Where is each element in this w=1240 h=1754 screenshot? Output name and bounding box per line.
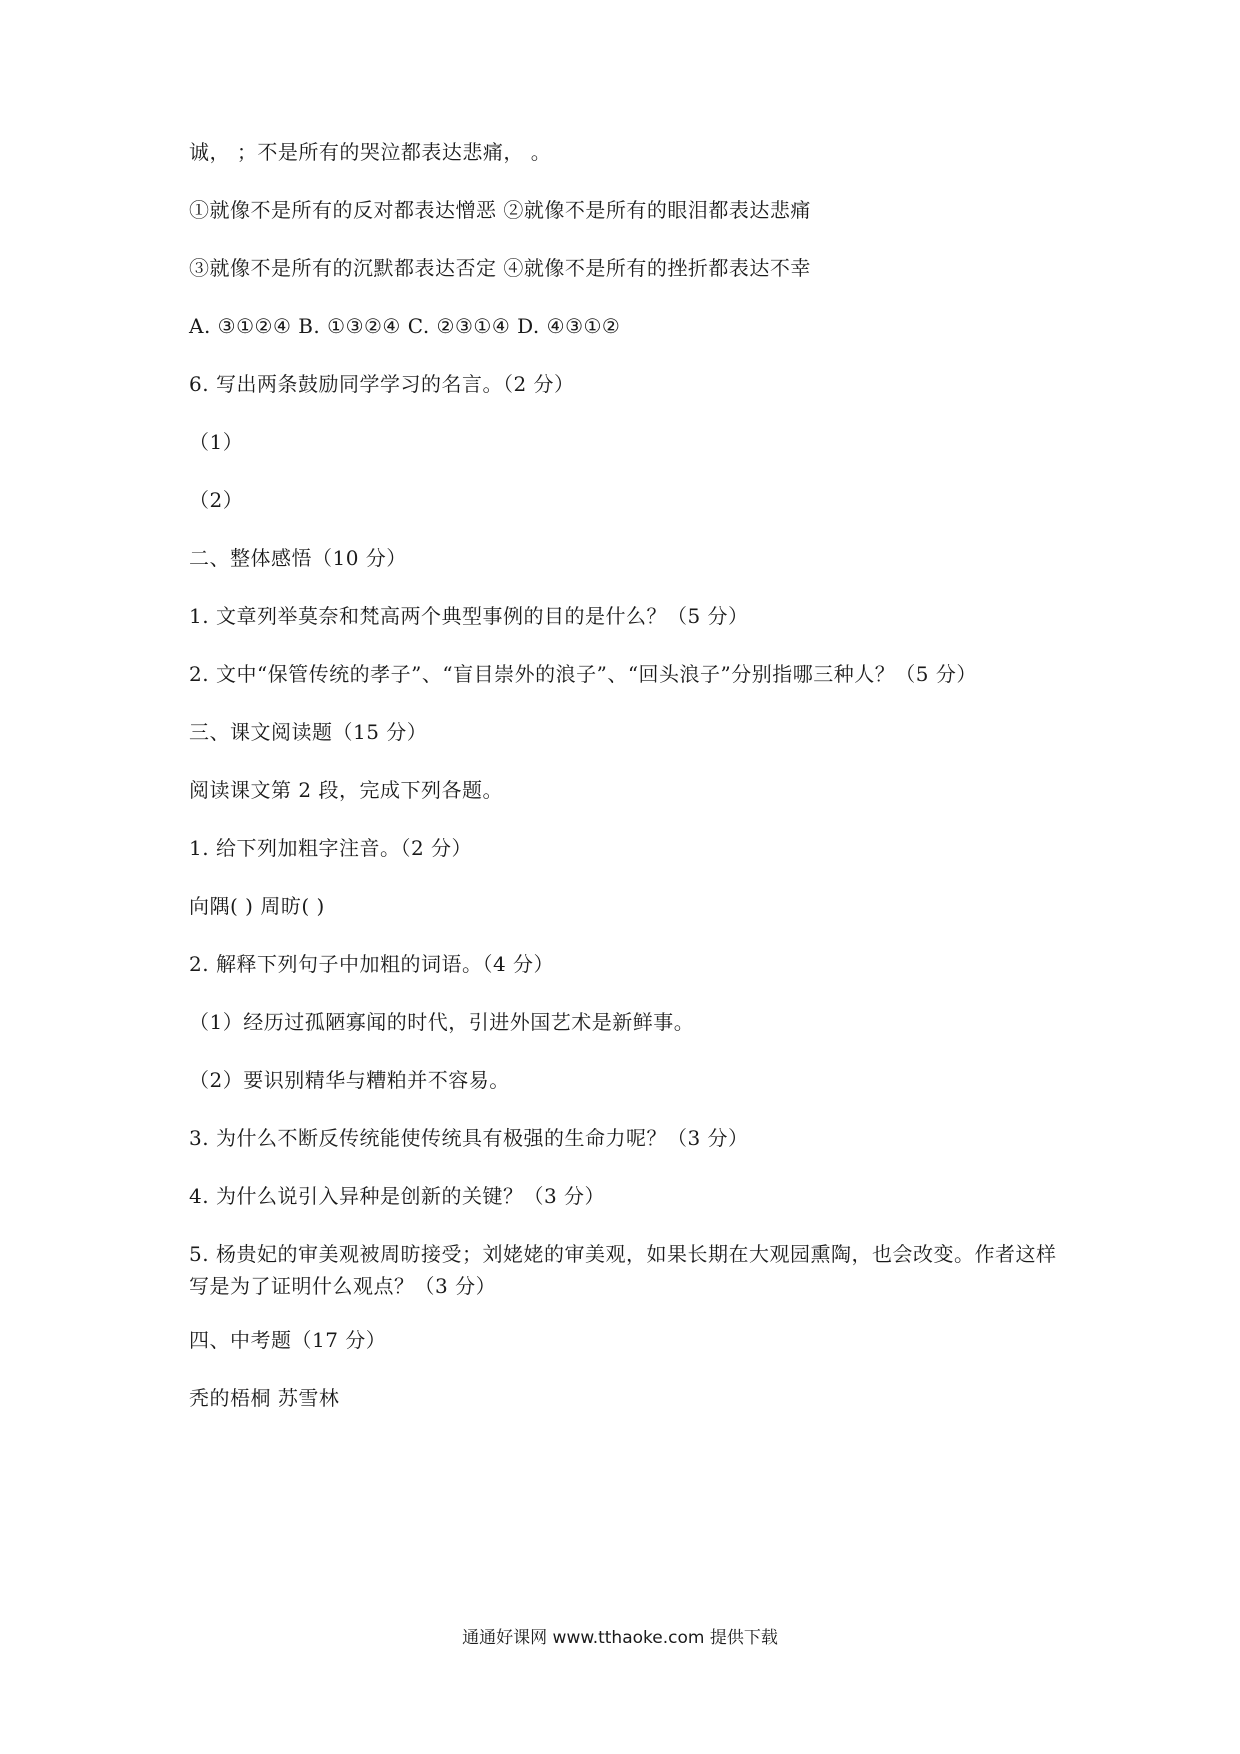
section3-question-3: 3. 为什么不断反传统能使传统具有极强的生命力呢？（3 分） [189,1126,749,1150]
sub-question-2: （2）要识别精华与糟粕并不容易。 [189,1068,510,1092]
reading-instruction: 阅读课文第 2 段，完成下列各题。 [189,778,503,802]
option-line-2: ③就像不是所有的沉默都表达否定 ④就像不是所有的挫折都表达不幸 [189,256,811,280]
answer-blank-1: （1） [189,430,244,454]
section-heading-2: 二、整体感悟（10 分） [189,546,407,570]
section3-question-4: 4. 为什么说引入异种是创新的关键？（3 分） [189,1184,606,1208]
answer-blank-2: （2） [189,488,244,512]
answer-choices: A. ③①②④ B. ①③②④ C. ②③①④ D. ④③①② [189,314,621,338]
section2-question-2: 2. 文中“保管传统的孝子”、“盲目崇外的浪子”、“回头浪子”分别指哪三种人？（5 分） [189,662,977,686]
page-footer: 通通好课网 www.tthaoke.com 提供下载 [462,1628,778,1648]
section-heading-3: 三、课文阅读题（15 分） [189,720,428,744]
section3-question-2: 2. 解释下列句子中加粗的词语。（4 分） [189,952,555,976]
section3-question-5: 5. 杨贵妃的审美观被周昉接受；刘姥姥的审美观，如果长期在大观园熏陶，也会改变。作者这样写是为了证明什么观点？（3 分） [189,1242,1057,1298]
question-6: 6. 写出两条鼓励同学学习的名言。（2 分） [189,372,575,396]
section-heading-4: 四、中考题（17 分） [189,1328,387,1352]
fill-blank-sentence: 诚， ；不是所有的哭泣都表达悲痛， 。 [189,140,552,164]
passage-title: 秃的梧桐 苏雪林 [189,1386,340,1410]
option-line-1: ①就像不是所有的反对都表达憎恶 ②就像不是所有的眼泪都表达悲痛 [189,198,811,222]
section3-question-1: 1. 给下列加粗字注音。（2 分） [189,836,473,860]
pinyin-blanks: 向隅( ) 周昉( ) [189,894,325,918]
sub-question-1: （1）经历过孤陋寡闻的时代，引进外国艺术是新鲜事。 [189,1010,695,1034]
section2-question-1: 1. 文章列举莫奈和梵高两个典型事例的目的是什么？（5 分） [189,604,749,628]
